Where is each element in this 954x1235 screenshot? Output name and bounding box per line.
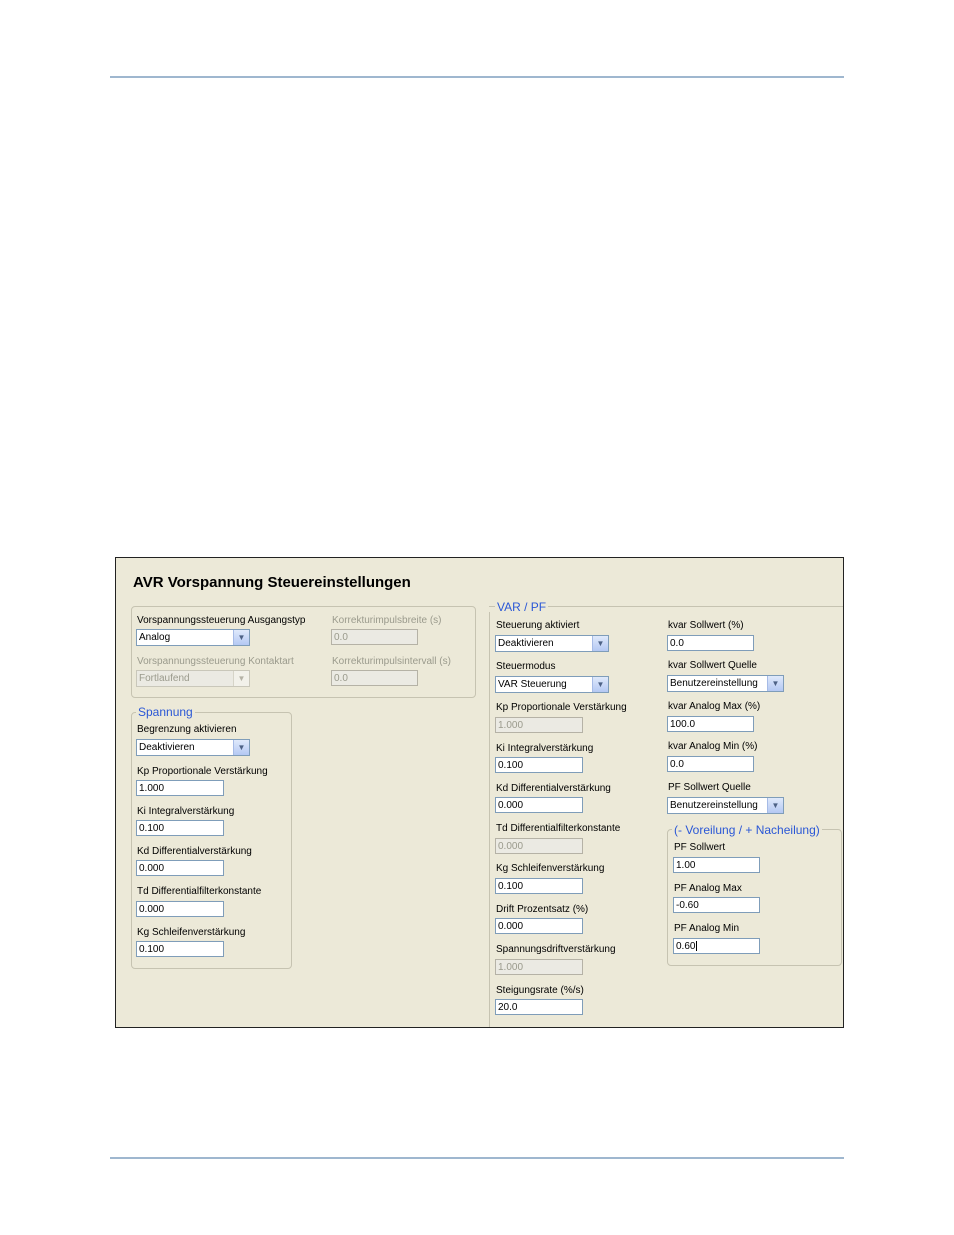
varpf-kd-input[interactable]: 0.000: [495, 797, 583, 813]
varpf-kp-label: Kp Proportionale Verstärkung: [496, 702, 627, 713]
varpf-slope-label: Steigungsrate (%/s): [496, 985, 584, 996]
varpf-drift-gain-input[interactable]: 1.000: [495, 959, 583, 975]
pf-setpoint-label: PF Sollwert: [674, 842, 726, 853]
varpf-ki-input[interactable]: 0.100: [495, 757, 583, 773]
text-caret: [696, 941, 697, 951]
kvar-source-dropdown[interactable]: [667, 675, 784, 692]
voltage-kp-label: Kp Proportionale Verstärkung: [137, 766, 268, 777]
contact-type-label: Vorspannungssteuerung Kontaktart: [137, 656, 294, 667]
varpf-kd-label: Kd Differentialverstärkung: [496, 783, 611, 794]
varpf-kg-label: Kg Schleifenverstärkung: [496, 863, 605, 874]
chevron-down-icon[interactable]: ▼: [767, 798, 783, 813]
pf-source-dropdown[interactable]: [667, 797, 784, 814]
voltage-td-input[interactable]: 0.000: [136, 901, 224, 917]
voltage-kp-input[interactable]: 1.000: [136, 780, 224, 796]
pf-min-value: 0.60: [676, 941, 696, 952]
pf-min-label: PF Analog Min: [674, 923, 740, 934]
kvar-source-value: Benutzereinstellung: [670, 678, 758, 689]
contact-type-dropdown[interactable]: [136, 670, 250, 687]
varpf-kp-input[interactable]: 1.000: [495, 717, 583, 733]
varpf-drift-gain-label: Spannungsdriftverstärkung: [496, 944, 616, 955]
varpf-enabled-label: Steuerung aktiviert: [496, 620, 580, 631]
voltage-limit-value: Deaktivieren: [139, 742, 195, 753]
varpf-drift-input[interactable]: 0.000: [495, 918, 583, 934]
chevron-down-icon[interactable]: ▼: [592, 677, 608, 692]
varpf-enabled-dropdown[interactable]: [495, 635, 609, 652]
varpf-td-input[interactable]: 0.000: [495, 838, 583, 854]
voltage-kg-label: Kg Schleifenverstärkung: [137, 927, 246, 938]
voltage-kg-input[interactable]: 0.100: [136, 941, 224, 957]
pf-group-legend: (- Voreilung / + Nacheilung): [674, 823, 820, 837]
kvar-setpoint-input[interactable]: 0.0: [667, 635, 754, 651]
varpf-mode-value: VAR Steuerung: [498, 679, 567, 690]
footer-rule: [110, 1157, 844, 1159]
varpf-td-label: Td Differentialfilterkonstante: [496, 823, 621, 834]
kvar-setpoint-label: kvar Sollwert (%): [668, 620, 744, 631]
kvar-max-label: kvar Analog Max (%): [668, 701, 761, 712]
voltage-ki-input[interactable]: 0.100: [136, 820, 224, 836]
chevron-down-icon[interactable]: ▼: [767, 676, 783, 691]
voltage-limit-label: Begrenzung aktivieren: [137, 724, 237, 735]
voltage-kd-label: Kd Differentialverstärkung: [137, 846, 252, 857]
output-type-value: Analog: [139, 632, 171, 643]
pf-min-input[interactable]: [673, 938, 760, 954]
varpf-ki-label: Ki Integralverstärkung: [496, 743, 594, 754]
pulse-interval-input[interactable]: 0.0: [331, 670, 418, 686]
header-rule: [110, 76, 844, 78]
chevron-down-icon[interactable]: ▼: [233, 671, 249, 686]
varpf-enabled-value: Deaktivieren: [498, 638, 554, 649]
pf-max-label: PF Analog Max: [674, 883, 742, 894]
varpf-divider: [489, 612, 490, 1027]
pf-source-label: PF Sollwert Quelle: [668, 782, 751, 793]
panel-title: AVR Vorspannung Steuereinstellungen: [133, 574, 411, 591]
chevron-down-icon[interactable]: ▼: [233, 630, 249, 645]
pf-setpoint-input[interactable]: 1.00: [673, 857, 760, 873]
pulse-interval-label: Korrekturimpulsintervall (s): [332, 656, 451, 667]
chevron-down-icon[interactable]: ▼: [233, 740, 249, 755]
output-type-label: Vorspannungssteuerung Ausgangstyp: [137, 615, 306, 626]
pf-source-value: Benutzereinstellung: [670, 800, 758, 811]
varpf-mode-label: Steuermodus: [496, 661, 556, 672]
varpf-legend: VAR / PF: [497, 600, 547, 614]
output-type-dropdown[interactable]: [136, 629, 250, 646]
varpf-mode-dropdown[interactable]: [495, 676, 609, 693]
pulse-width-label: Korrekturimpulsbreite (s): [332, 615, 442, 626]
kvar-min-input[interactable]: 0.0: [667, 756, 754, 772]
kvar-min-label: kvar Analog Min (%): [668, 741, 758, 752]
varpf-slope-input[interactable]: 20.0: [495, 999, 583, 1015]
varpf-kg-input[interactable]: 0.100: [495, 878, 583, 894]
kvar-max-input[interactable]: 100.0: [667, 716, 754, 732]
voltage-legend: Spannung: [138, 705, 193, 719]
voltage-ki-label: Ki Integralverstärkung: [137, 806, 235, 817]
avr-bias-settings-panel: [115, 557, 844, 1028]
pf-max-input[interactable]: -0.60: [673, 897, 760, 913]
voltage-limit-dropdown[interactable]: [136, 739, 250, 756]
pulse-width-input[interactable]: 0.0: [331, 629, 418, 645]
chevron-down-icon[interactable]: ▼: [592, 636, 608, 651]
kvar-source-label: kvar Sollwert Quelle: [668, 660, 757, 671]
varpf-drift-label: Drift Prozentsatz (%): [496, 904, 589, 915]
contact-type-value: Fortlaufend: [139, 673, 190, 684]
voltage-td-label: Td Differentialfilterkonstante: [137, 886, 262, 897]
voltage-kd-input[interactable]: 0.000: [136, 860, 224, 876]
